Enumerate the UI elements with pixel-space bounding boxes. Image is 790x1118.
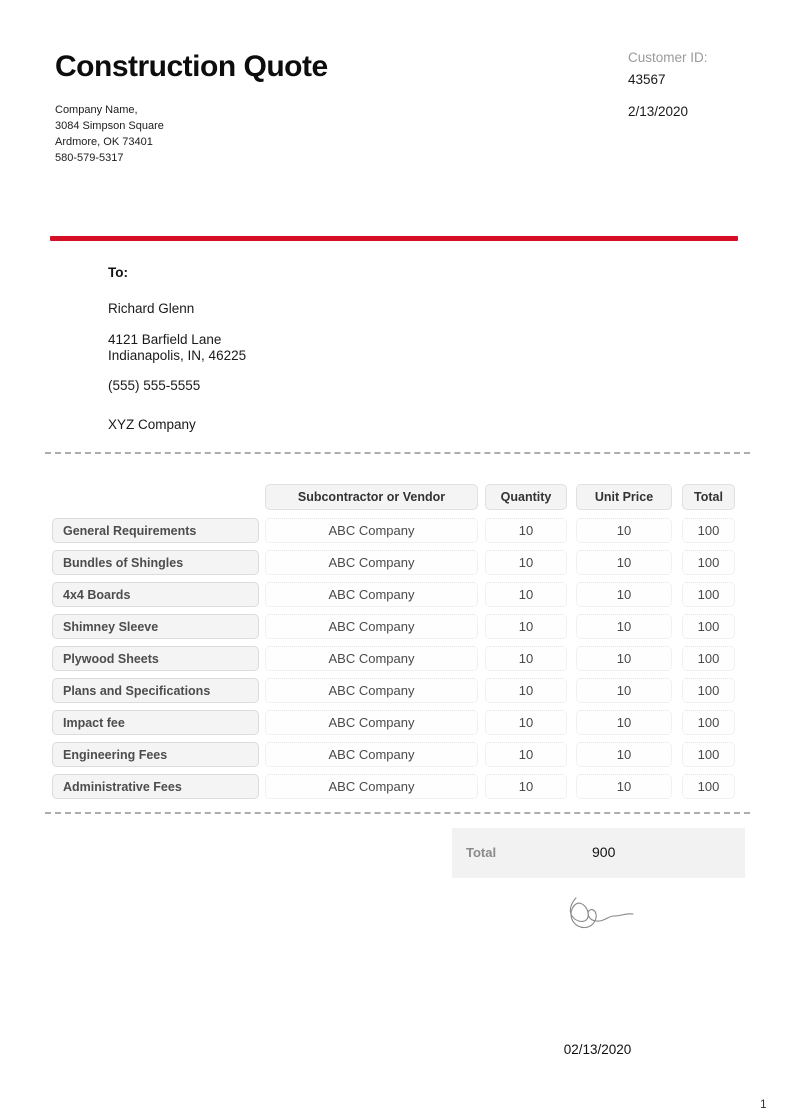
item-field[interactable]: General Requirements [52,518,259,543]
quantity-field[interactable]: 10 [485,774,567,799]
page-number: 1 [760,1097,767,1111]
unit-price-field[interactable]: 10 [576,614,672,639]
to-heading: To: [108,265,128,280]
quantity-field[interactable]: 10 [485,678,567,703]
item-field[interactable]: Impact fee [52,710,259,735]
table-row [0,710,790,735]
item-field[interactable]: Plywood Sheets [52,646,259,671]
item-field[interactable]: Bundles of Shingles [52,550,259,575]
table-row [0,678,790,703]
column-header-quantity: Quantity [485,484,567,510]
vendor-field[interactable]: ABC Company [265,646,478,671]
quantity-field[interactable]: 10 [485,550,567,575]
customer-info [628,50,708,119]
column-header-vendor: Subcontractor or Vendor [265,484,478,510]
row-total-field[interactable]: 100 [682,774,735,799]
company-address-line1: 3084 Simpson Square [55,120,164,132]
company-name: Company Name, [55,104,138,116]
table-row [0,614,790,639]
customer-id-value: 43567 [628,72,666,87]
grand-total-box [452,828,745,878]
signature-field[interactable] [558,892,638,938]
grand-total-value: 900 [592,844,616,860]
vendor-field[interactable]: ABC Company [265,678,478,703]
dashed-divider-top [45,452,750,454]
quote-date: 2/13/2020 [628,104,689,119]
red-divider-rule [50,236,738,241]
quantity-field[interactable]: 10 [485,710,567,735]
company-address-line2: Ardmore, OK 73401 [55,136,153,148]
vendor-field[interactable]: ABC Company [265,710,478,735]
vendor-field[interactable]: ABC Company [265,614,478,639]
page-title: Construction Quote [55,50,328,83]
recipient-phone: (555) 555-5555 [108,378,201,393]
company-info [55,102,164,166]
row-total-field[interactable]: 100 [682,518,735,543]
row-total-field[interactable]: 100 [682,582,735,607]
table-header-row [0,484,790,510]
footer-date: 02/13/2020 [563,1042,632,1057]
customer-id-label: Customer ID: [628,50,708,65]
grand-total-label: Total [466,845,497,860]
recipient-address-line1: 4121 Barfield Lane [108,332,222,347]
recipient-company: XYZ Company [108,417,196,432]
unit-price-field[interactable]: 10 [576,678,672,703]
item-field[interactable]: 4x4 Boards [52,582,259,607]
quantity-field[interactable]: 10 [485,646,567,671]
column-header-total: Total [682,484,735,510]
row-total-field[interactable]: 100 [682,678,735,703]
row-total-field[interactable]: 100 [682,550,735,575]
dashed-divider-bottom [45,812,750,814]
table-row [0,646,790,671]
table-row [0,742,790,767]
quantity-field[interactable]: 10 [485,518,567,543]
table-row [0,518,790,543]
table-row [0,550,790,575]
unit-price-field[interactable]: 10 [576,710,672,735]
item-field[interactable]: Administrative Fees [52,774,259,799]
row-total-field[interactable]: 100 [682,614,735,639]
recipient-address-line2: Indianapolis, IN, 46225 [108,348,247,363]
unit-price-field[interactable]: 10 [576,582,672,607]
vendor-field[interactable]: ABC Company [265,582,478,607]
item-field[interactable]: Shimney Sleeve [52,614,259,639]
signature-scribble-icon [558,892,638,938]
unit-price-field[interactable]: 10 [576,742,672,767]
vendor-field[interactable]: ABC Company [265,774,478,799]
recipient-address [108,332,246,364]
vendor-field[interactable]: ABC Company [265,742,478,767]
row-total-field[interactable]: 100 [682,710,735,735]
unit-price-field[interactable]: 10 [576,518,672,543]
row-total-field[interactable]: 100 [682,742,735,767]
recipient-block [108,265,246,432]
vendor-field[interactable]: ABC Company [265,550,478,575]
table-body [0,518,790,806]
quantity-field[interactable]: 10 [485,582,567,607]
company-phone: 580-579-5317 [55,152,124,164]
column-header-unit-price: Unit Price [576,484,672,510]
unit-price-field[interactable]: 10 [576,774,672,799]
recipient-name: Richard Glenn [108,301,195,316]
unit-price-field[interactable]: 10 [576,550,672,575]
table-row [0,582,790,607]
row-total-field[interactable]: 100 [682,646,735,671]
quantity-field[interactable]: 10 [485,742,567,767]
table-row [0,774,790,799]
item-field[interactable]: Engineering Fees [52,742,259,767]
item-field[interactable]: Plans and Specifications [52,678,259,703]
vendor-field[interactable]: ABC Company [265,518,478,543]
unit-price-field[interactable]: 10 [576,646,672,671]
quantity-field[interactable]: 10 [485,614,567,639]
